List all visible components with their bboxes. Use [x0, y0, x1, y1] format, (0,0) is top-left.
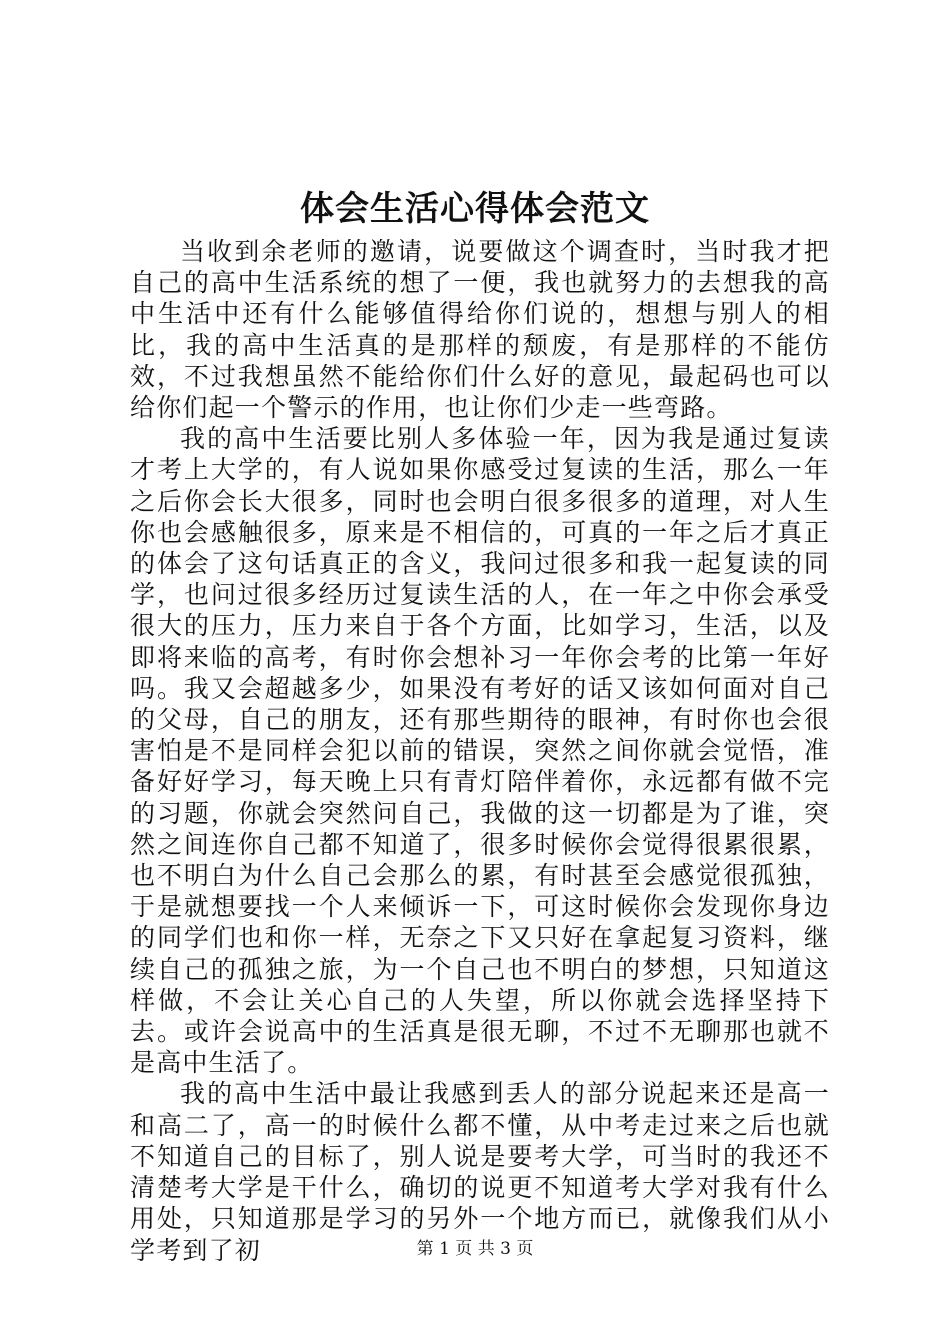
document-title: 体会生活心得体会范文 [300, 189, 650, 229]
page-footer: 第 1 页 共 3 页 [416, 1239, 534, 1259]
paragraph: 当收到余老师的邀请，说要做这个调查时，当时我才把自己的高中生活系统的想了一便，我也就努力的去想我的高中生活中还有什么能够值得给你们说的，想想与别人的相比，我的高中生活真的是那样的颓废，有是那样的不能仿效，不过我想虽然不能给你们什么好的意见，最起码也可以给你们起一个警示的作用，也让你们少走一些弯路。 [130, 237, 830, 423]
paragraph: 我的高中生活要比别人多体验一年，因为我是通过复读才考上大学的，有人说如果你感受过复读的生活，那么一年之后你会长大很多，同时也会明白很多很多的道理，对人生你也会感触很多，原来是不相信的，可真的一年之后才真正的体会了这句话真正的含义，我问过很多和我一起复读的同学，也问过很多经历过复读生活的人，在一年之中你会承受很大的压力，压力来自于各个方面，比如学习，生活，以及即将来临的高考，有时你会想补习一年你会考的比第一年好吗。我又会超越多少，如果没有考好的话又该如何面对自己的父母，自己的朋友，还有那些期待的眼神，有时你也会很害怕是不是同样会犯以前的错误，突然之间你就会觉悟，准备好好学习，每天晚上只有青灯陪伴着你，永远都有做不完的习题，你就会突然问自己，我做的这一切都是为了谁，突然之间连你自己都不知道了，很多时候你会觉得很累很累，也不明白为什么自己会那么的累，有时甚至会感觉很孤独，于是就想要找一个人来倾诉一下，可这时候你会发现你身边的同学们也和你一样，无奈之下又只好在拿起复习资料，继续自己的孤独之旅，为一个自己也不明白的梦想，只知道这样做，不会让关心自己的人失望，所以你就会选择坚持下去。或许会说高中的生活真是很无聊，不过不无聊那也就不是高中生活了。 [130, 424, 830, 1078]
document-body [130, 236, 830, 1266]
paragraph: 我的高中生活中最让我感到丢人的部分说起来还是高一和高二了，高一的时候什么都不懂，从中考走过来之后也就不知道自己的目标了，别人说是要考大学，可当时的我还不清楚考大学是干什么，确切的说更不知道考大学对我有什么用处，只知道那是学习的另外一个地方而已，就像我们从小学考到了初 [130, 1079, 830, 1265]
